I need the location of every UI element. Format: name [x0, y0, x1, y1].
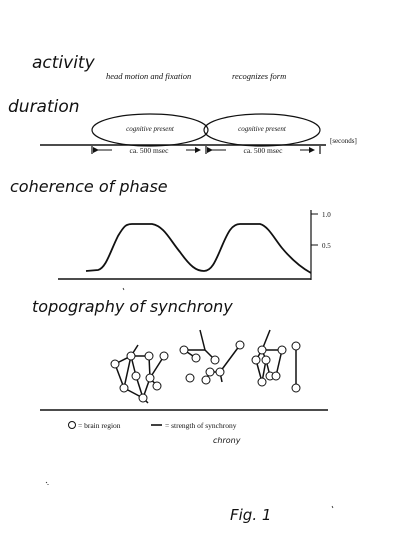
- legend-brain-region: = brain region: [78, 421, 121, 430]
- span-left-label: ca. 500 msec: [129, 146, 169, 155]
- stray-dash: [332, 506, 333, 508]
- brain-region-nodes-middle: [180, 341, 244, 384]
- span-right-label: ca. 500 msec: [243, 146, 283, 155]
- stray-dots: [46, 482, 48, 485]
- stray-mark: [123, 288, 124, 290]
- ellipse-right-label: cognitive present: [238, 125, 286, 133]
- section-title-coherence: coherence of phase: [10, 177, 168, 196]
- section-title-activity: activity: [32, 53, 95, 73]
- legend-circle-icon: [69, 422, 76, 429]
- activity-label-left: head motion and fixation: [106, 71, 192, 81]
- figure-label: Fig. 1: [230, 506, 272, 524]
- legend-synchrony: = strength of synchrony: [165, 421, 237, 430]
- activity-label-right: recognizes form: [232, 71, 287, 81]
- tick-label-top: 1.0: [322, 211, 331, 219]
- time-axis-unit: [seconds]: [330, 137, 357, 145]
- handwritten-correction: chrony: [213, 436, 241, 445]
- ellipse-left-label: cognitive present: [126, 125, 174, 133]
- section-title-topography: topography of synchrony: [32, 297, 233, 316]
- tick-label-mid: 0.5: [322, 242, 331, 250]
- section-title-duration: duration: [8, 97, 80, 117]
- coherence-curve: [86, 224, 311, 273]
